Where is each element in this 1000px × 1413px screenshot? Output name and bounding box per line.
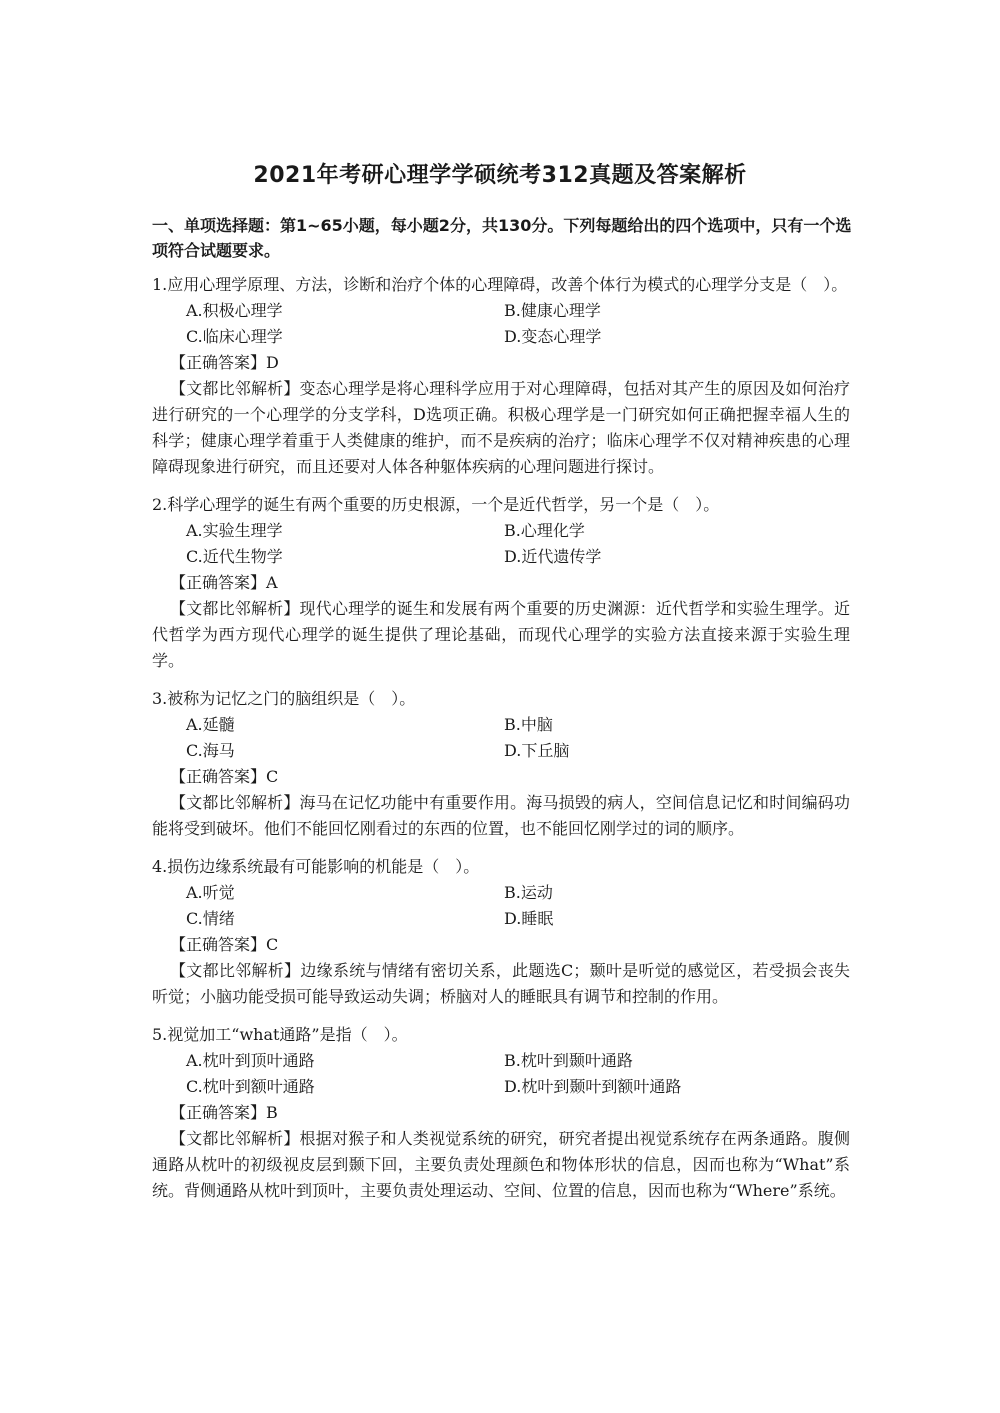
answer-analysis: 【文都比邻解析】根据对猴子和人类视觉系统的研究，研究者提出视觉系统存在两条通路。腹侧通路从枕叶的初级视皮层到颞下回，主要负责处理颜色和物体形状的信息，因而也称为“What”系统。背侧通路从枕叶到顶叶，主要负责处理运动、空间、位置的信息，因而也称为“Where”系统。 [152,1129,850,1200]
option-b: B.心理化学 [504,521,585,540]
question-stem: 3.被称为记忆之门的脑组织是（ ）。 [152,689,416,708]
option-b: B.健康心理学 [504,301,601,320]
option-grid [152,1048,850,1100]
question-stem: 2.科学心理学的诞生有两个重要的历史根源，一个是近代哲学，另一个是（ ）。 [152,495,720,514]
correct-answer: 【正确答案】C [170,767,279,786]
option-grid [152,880,850,932]
correct-answer: 【正确答案】A [170,573,278,592]
option-grid [152,298,850,350]
option-d: D.近代遗传学 [504,547,602,566]
answer-analysis: 【文都比邻解析】变态心理学是将心理科学应用于对心理障碍，包括对其产生的原因及如何治疗进行研究的一个心理学的分支学科，D选项正确。积极心理学是一门研究如何正确把握幸福人生的科学；健康心理学着重于人类健康的维护，而不是疾病的治疗；临床心理学不仅对精神疾患的心理障碍现象进行研究，而且还要对人体各种躯体疾病的心理问题进行探讨。 [152,379,850,476]
question-5 [152,1022,850,1204]
question-2 [152,492,850,674]
option-c: C.枕叶到额叶通路 [186,1077,315,1096]
option-grid [152,712,850,764]
question-3 [152,686,850,842]
option-d: D.变态心理学 [504,327,602,346]
correct-answer: 【正确答案】D [170,353,279,372]
option-c: C.临床心理学 [186,327,283,346]
option-d: D.睡眠 [504,909,554,928]
answer-analysis: 【文都比邻解析】现代心理学的诞生和发展有两个重要的历史渊源：近代哲学和实验生理学。近代哲学为西方现代心理学的诞生提供了理论基础，而现代心理学的实验方法直接来源于实验生理学。 [152,599,850,670]
option-b: B.中脑 [504,715,553,734]
option-b: B.运动 [504,883,553,902]
question-stem: 5.视觉加工“what通路”是指（ ）。 [152,1025,408,1044]
correct-answer: 【正确答案】C [170,935,279,954]
correct-answer: 【正确答案】B [170,1103,278,1122]
answer-analysis: 【文都比邻解析】边缘系统与情绪有密切关系，此题选C；颞叶是听觉的感觉区，若受损会丧失听觉；小脑功能受损可能导致运动失调；桥脑对人的睡眠具有调节和控制的作用。 [152,961,850,1006]
question-1 [152,272,850,480]
option-a: A.听觉 [186,883,235,902]
option-a: A.积极心理学 [186,301,283,320]
option-a: A.延髓 [186,715,235,734]
option-a: A.实验生理学 [186,521,283,540]
option-c: C.近代生物学 [186,547,283,566]
document-title: 2021年考研心理学学硕统考312真题及答案解析 [253,163,747,188]
question-stem: 4.损伤边缘系统最有可能影响的机能是（ ）。 [152,857,480,876]
option-c: C.情绪 [186,909,235,928]
answer-analysis: 【文都比邻解析】海马在记忆功能中有重要作用。海马损毁的病人，空间信息记忆和时间编码功能将受到破坏。他们不能回忆刚看过的东西的位置，也不能回忆刚学过的词的顺序。 [152,793,850,838]
question-list [152,272,850,1216]
option-b: B.枕叶到颞叶通路 [504,1051,633,1070]
question-stem: 1.应用心理学原理、方法，诊断和治疗个体的心理障碍，改善个体行为模式的心理学分支是（ ）。 [152,275,848,294]
option-c: C.海马 [186,741,235,760]
option-grid [152,518,850,570]
option-d: D.下丘脑 [504,741,570,760]
option-d: D.枕叶到颞叶到额叶通路 [504,1077,682,1096]
question-4 [152,854,850,1010]
option-a: A.枕叶到顶叶通路 [186,1051,315,1070]
section-heading: 一、单项选择题：第1~65小题，每小题2分，共130分。下列每题给出的四个选项中，只有一个选项符合试题要求。 [152,216,852,260]
